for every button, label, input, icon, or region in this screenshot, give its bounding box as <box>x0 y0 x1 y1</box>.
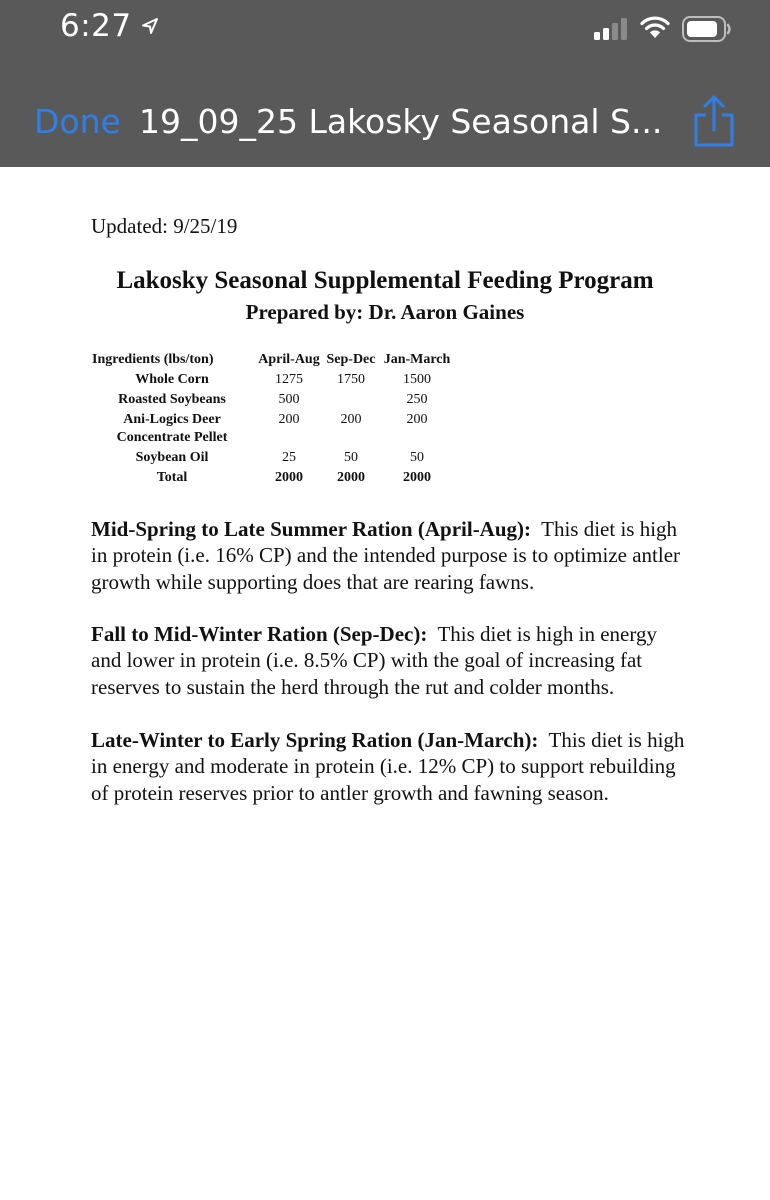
table-row <box>89 391 455 411</box>
cell-jan-march: 1500 <box>403 372 431 387</box>
table-row <box>89 449 455 469</box>
ingredient-line-2: Concentrate Pellet <box>116 430 228 445</box>
ration-heading: Fall to Mid-Winter Ration (Sep-Dec): <box>91 622 428 646</box>
ingredient-line-1: Ani-Logics Deer <box>123 412 221 427</box>
feeding-table <box>89 351 455 489</box>
program-title: Lakosky Seasonal Supplemental Feeding Program <box>116 267 654 294</box>
cell-sep-dec: 1750 <box>337 372 365 387</box>
cell-sep-dec: 200 <box>340 412 362 427</box>
ration-body: This diet is high in energy and lower in protein (i.e. 8.5% CP) with the goal of increasing fat reserves to sustain the herd through the rut and colder months. <box>91 622 657 699</box>
cell-sep-dec <box>323 391 379 411</box>
ingredient-name: Soybean Oil <box>135 450 209 465</box>
battery-icon <box>682 15 732 43</box>
header-jan-march: Jan-March <box>383 352 451 367</box>
ingredient-name: Whole Corn <box>135 372 209 387</box>
cell-jan-march: 200 <box>406 412 428 427</box>
table-row <box>89 371 455 391</box>
ingredient-name <box>89 411 255 449</box>
prepared-by: Prepared by: Dr. Aaron Gaines <box>245 300 525 324</box>
ration-paragraph <box>91 516 691 595</box>
document-title: 19_09_25 Lakosky Seasonal S... <box>139 102 663 141</box>
table-row <box>89 411 455 449</box>
ingredient-name: Roasted Soybeans <box>118 392 226 407</box>
top-chrome <box>0 0 770 167</box>
table-total-row <box>89 469 455 489</box>
location-arrow-icon <box>140 16 160 36</box>
total-sep-dec: 2000 <box>337 470 365 485</box>
wifi-icon <box>639 15 671 39</box>
total-jan-march: 2000 <box>403 470 431 485</box>
table-header-row <box>89 351 455 371</box>
cell-jan-march: 250 <box>406 392 428 407</box>
cell-april-aug: 500 <box>278 392 300 407</box>
total-april-aug: 2000 <box>275 470 303 485</box>
header-sep-dec: Sep-Dec <box>326 352 376 367</box>
cell-april-aug: 200 <box>278 412 300 427</box>
document-page <box>0 167 770 1200</box>
done-button[interactable]: Done <box>34 102 121 141</box>
share-icon[interactable] <box>692 94 736 148</box>
cell-jan-march: 50 <box>410 450 424 465</box>
ration-paragraph <box>91 621 691 700</box>
cell-sep-dec: 50 <box>344 450 358 465</box>
header-april-aug: April-Aug <box>258 352 320 367</box>
total-label: Total <box>156 470 188 485</box>
cellular-signal-icon <box>594 18 630 40</box>
status-bar-time <box>60 8 160 44</box>
ration-paragraph <box>91 727 691 806</box>
ration-heading: Mid-Spring to Late Summer Ration (April-Aug): <box>91 517 532 541</box>
ration-body: This diet is high in protein (i.e. 16% CP) and the intended purpose is to optimize antler growth while supporting does that are rearing fawns. <box>91 517 681 594</box>
updated-date: Updated: 9/25/19 <box>91 214 238 238</box>
ration-body: This diet is high in energy and moderate in protein (i.e. 12% CP) to support rebuilding of protein reserves prior to antler growth and fawning season. <box>91 728 685 805</box>
cell-april-aug: 25 <box>282 450 296 465</box>
ration-heading: Late-Winter to Early Spring Ration (Jan-March): <box>91 728 539 752</box>
cell-april-aug: 1275 <box>275 372 303 387</box>
header-ingredients: Ingredients (lbs/ton) <box>92 352 214 367</box>
time-label: 6:27 <box>60 8 132 44</box>
